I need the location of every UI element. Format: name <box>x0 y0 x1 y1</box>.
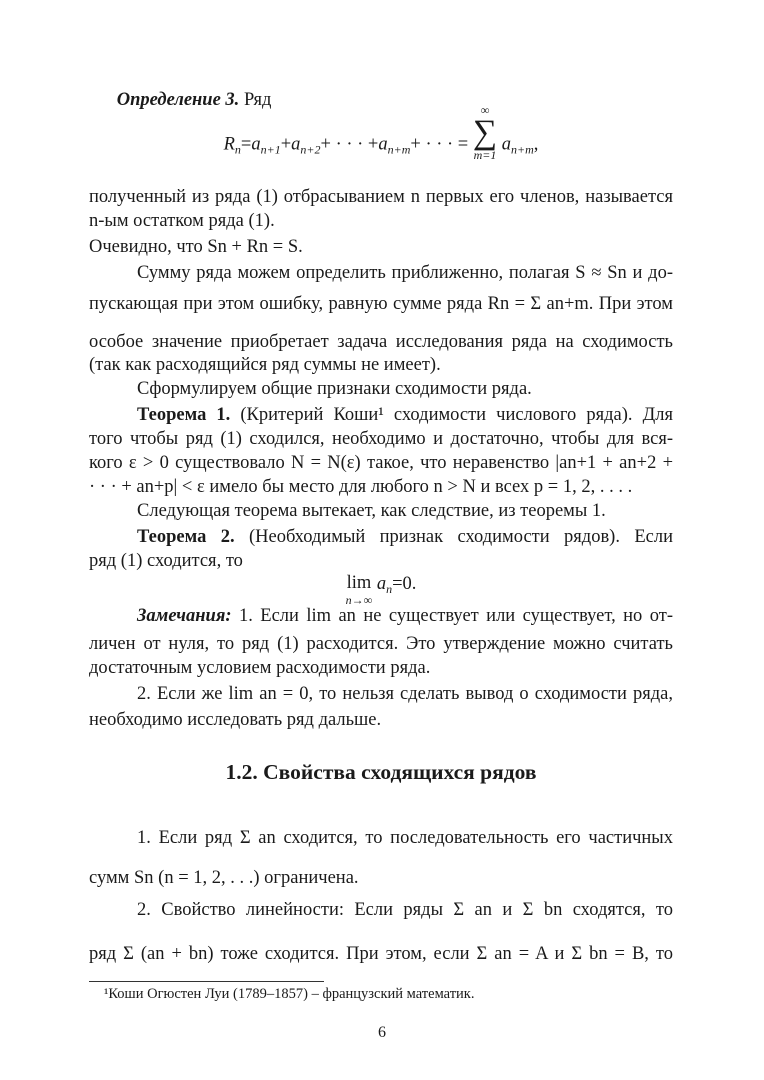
section-heading: 1.2. Свойства сходящихся рядов <box>225 760 537 784</box>
footnote: ¹Коши Огюстен Луи (1789–1857) – французский математик. <box>104 986 475 1002</box>
approx-line-4: (так как расходящийся ряд суммы не имеет). <box>89 355 441 375</box>
definition-after-2: n-ым остатком ряда (1). <box>89 211 275 231</box>
section-p1-line-2: сумм Sn (n = 1, 2, . . .) ограничена. <box>89 868 359 888</box>
remarks-line-2: личен от нуля, то ряд (1) расходится. Это утверждение можно считать <box>89 634 673 654</box>
theorem2-line-1: Теорема 2. (Необходимый признак сходимости рядов). Если <box>137 527 673 547</box>
remainder-formula: $R_n=a_{n+1}+a_{n+2}+$ · · · $+a_{n+m}+$ · · · = ∞ ∑ m=1 $a_{n+m}$, <box>223 103 539 162</box>
approx-line-3: особое значение приобретает задача исследования ряда на сходимость <box>89 332 673 352</box>
corollary-line: Следующая теорема вытекает, как следствие, из теоремы 1. <box>137 501 606 521</box>
section-p2-line-1: 2. Свойство линейности: Если ряды Σ an и Σ bn сходятся, то <box>137 900 673 920</box>
approx-line-2: пускающая при этом ошибку, равную сумме ряда Rn = Σ an+m. При этом <box>89 294 673 314</box>
sum-symbol: ∞ ∑ m=1 <box>472 103 498 162</box>
theorem1-label: Теорема 1. <box>137 405 231 425</box>
definition-label: Определение 3. <box>116 90 240 110</box>
approx-line-5: Сформулируем общие признаки сходимости ряда. <box>137 379 532 399</box>
approx-line-1: Сумму ряда можем определить приближенно, полагая S ≈ Sn и до- <box>137 263 673 283</box>
definition-text: Ряд <box>243 90 272 110</box>
remarks-label: Замечания: <box>137 606 232 626</box>
theorem2-line-2: ряд (1) сходится, то <box>89 551 243 571</box>
remarks-line-5: необходимо исследовать ряд дальше. <box>89 710 382 730</box>
theorem1-line-2: того чтобы ряд (1) сходился, необходимо и достаточно, чтобы для вся- <box>89 429 673 449</box>
limit-formula: lim n→∞ $a_n=0$. <box>345 573 417 607</box>
remarks-line-3: достаточным условием расходимости ряда. <box>89 658 431 678</box>
definition-after-1: полученный из ряда (1) отбрасыванием n первых его членов, называется <box>89 187 673 207</box>
definition-heading <box>89 88 673 112</box>
theorem1-line-4: · · · + an+p| < ε имело бы место для любого n > N и всех p = 1, 2, . . . . <box>89 477 633 497</box>
theorem1-line-3: кого ε > 0 существовало N = N(ε) такое, что неравенство |an+1 + an+2 + <box>89 453 673 473</box>
section-p2-line-2: ряд Σ (an + bn) тоже сходится. При этом, если Σ an = A и Σ bn = B, то <box>89 944 673 964</box>
footnote-rule <box>89 981 324 982</box>
obvious-line: Очевидно, что Sn + Rn = S. <box>89 237 303 257</box>
section-p1-line-1: 1. Если ряд Σ an сходится, то последовательность его частичных <box>137 828 673 848</box>
page-number: 6 <box>378 1024 386 1041</box>
theorem2-label: Теорема 2. <box>137 527 235 547</box>
theorem1-line-1: Теорема 1. (Критерий Коши¹ сходимости числового ряда). Для <box>137 405 674 425</box>
remarks-line-4: 2. Если же lim an = 0, то нельзя сделать вывод о сходимости ряда, <box>137 684 673 704</box>
remarks-line-1: Замечания: 1. Если lim an не существует или существует, но от- <box>137 606 673 626</box>
